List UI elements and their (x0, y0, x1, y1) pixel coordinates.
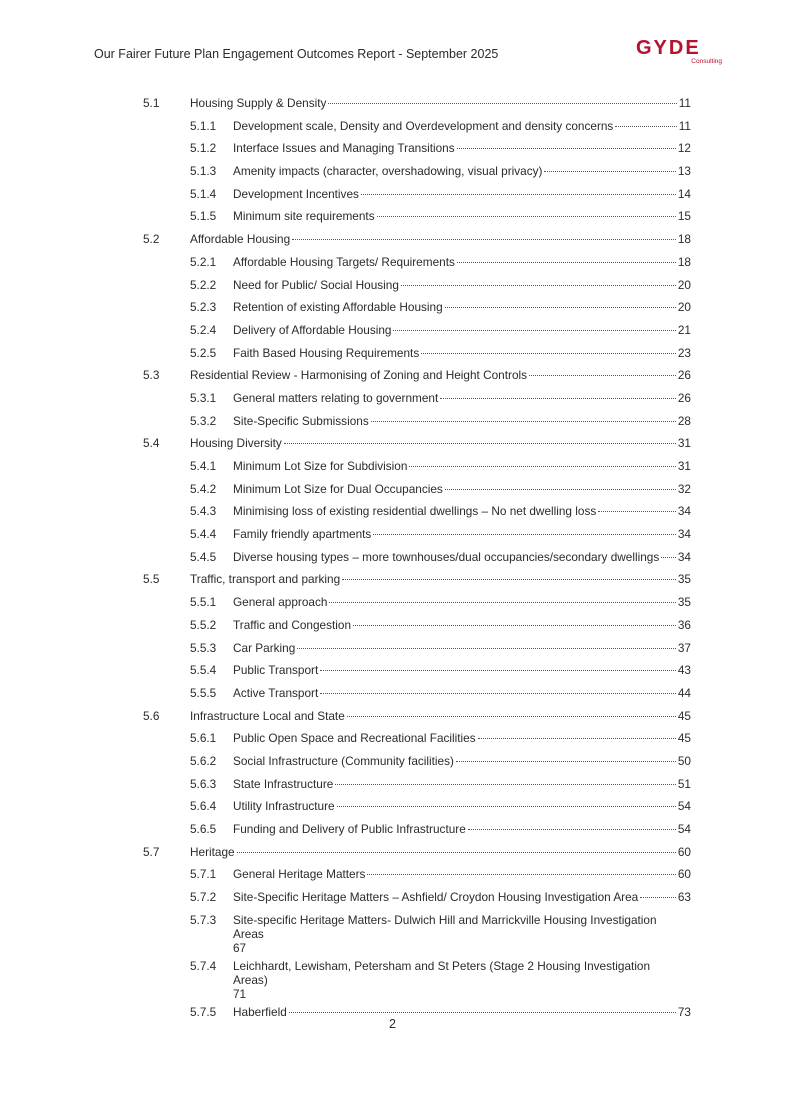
toc-entry[interactable] (143, 387, 691, 410)
toc-dot-leader (661, 557, 676, 558)
toc-entry-title: Public Transport (233, 663, 319, 678)
toc-entry-title: Minimum Lot Size for Dual Occupancies (233, 481, 443, 496)
toc-entry-number: 5.1 (143, 96, 160, 110)
toc-entry-page: 12 (677, 141, 691, 156)
toc-entry-title: Affordable Housing Targets/ Requirements (233, 254, 455, 269)
toc-entry-link[interactable] (233, 323, 691, 337)
toc-entry-number: 5.1.1 (190, 118, 217, 133)
toc-entry-title: Interface Issues and Managing Transitions (233, 141, 455, 156)
toc-entry-number: 5.5.2 (190, 617, 217, 632)
toc-entry-page: 73 (677, 1004, 691, 1019)
toc-dot-leader (367, 874, 675, 875)
toc-entry-link[interactable] (233, 913, 691, 955)
toc-dot-leader (320, 693, 676, 694)
toc-entry[interactable] (143, 614, 691, 637)
toc-entry-title: Utility Infrastructure (233, 799, 335, 814)
toc-entry[interactable] (143, 955, 691, 1001)
toc-entry-link[interactable] (233, 527, 691, 541)
toc-dot-leader (598, 511, 676, 512)
toc-entry-link[interactable] (233, 663, 691, 677)
toc-dot-leader (544, 171, 675, 172)
toc-entry-number: 5.6.1 (190, 731, 217, 746)
toc-entry-title: General approach (233, 595, 328, 610)
toc-entry-page: 31 (677, 459, 691, 473)
toc-entry-page: 50 (677, 753, 691, 768)
toc-dot-leader (292, 239, 676, 240)
toc-entry-page: 28 (677, 413, 691, 428)
toc-dot-leader (457, 262, 676, 263)
toc-dot-leader (337, 806, 676, 807)
toc-entry-page: 37 (677, 640, 691, 655)
toc-dot-leader (377, 216, 676, 217)
toc-entry[interactable] (143, 500, 691, 523)
toc-entry-page: 31 (677, 436, 691, 451)
toc-entry-page: 18 (677, 254, 691, 269)
toc-entry-page: 11 (678, 96, 691, 110)
toc-entry-number: 5.7.2 (190, 890, 217, 905)
toc-entry-number: 5.2.4 (190, 322, 217, 337)
toc-entry-number: 5.7 (143, 844, 160, 859)
toc-dot-leader (328, 103, 676, 104)
toc-dot-leader (468, 829, 676, 830)
logo-subtitle: Consulting (691, 58, 722, 65)
toc-entry-link[interactable] (233, 187, 691, 201)
toc-dot-leader (478, 738, 676, 739)
toc-entry-number: 5.1.4 (190, 186, 217, 201)
toc-entry-title: Minimising loss of existing residential dwellings – No net dwelling loss (233, 504, 597, 519)
toc-dot-leader (320, 670, 676, 671)
toc-entry[interactable] (143, 818, 691, 841)
toc-entry-page: 15 (677, 209, 691, 224)
toc-entry-number: 5.5 (143, 572, 160, 587)
toc-entry-number: 5.6.3 (190, 776, 217, 791)
toc-entry[interactable] (143, 296, 691, 319)
toc-entry-title: Site-Specific Submissions (233, 413, 369, 428)
toc-dot-leader (342, 579, 676, 580)
toc-entry-link[interactable] (233, 959, 691, 1001)
toc-entry-title: Amenity impacts (character, overshadowing, visual privacy) (233, 164, 543, 179)
toc-entry-link[interactable] (233, 777, 691, 791)
toc-entry-link[interactable] (233, 641, 691, 655)
toc-entry-title: State Infrastructure (233, 776, 334, 791)
toc-dot-leader (297, 648, 676, 649)
toc-entry-link[interactable] (233, 686, 691, 700)
toc-entry[interactable] (143, 251, 691, 274)
toc-entry-page: 67 (233, 940, 247, 955)
toc-entry-title: Need for Public/ Social Housing (233, 277, 399, 292)
toc-entry-number: 5.5.4 (190, 663, 217, 678)
toc-entry[interactable] (143, 659, 691, 682)
toc-entry-number: 5.4.4 (190, 527, 217, 542)
toc-entry-title: Traffic and Congestion (233, 617, 352, 632)
toc-entry[interactable] (143, 637, 691, 660)
toc-entry-page: 21 (677, 322, 691, 337)
toc-dot-leader (409, 466, 675, 467)
toc-entry-number: 5.7.1 (190, 867, 217, 882)
toc-dot-leader (615, 126, 676, 127)
toc-entry-page: 26 (677, 390, 691, 405)
toc-entry[interactable] (143, 568, 691, 591)
toc-entry-number: 5.6.5 (190, 822, 217, 836)
toc-entry[interactable] (143, 410, 691, 433)
toc-entry[interactable] (143, 546, 691, 569)
toc-dot-leader (457, 148, 676, 149)
toc-entry-number: 5.4.5 (190, 549, 217, 564)
toc-entry-page: 60 (677, 844, 691, 859)
toc-entry-title: Minimum Lot Size for Subdivision (233, 459, 408, 473)
toc-entry-title: Site-Specific Heritage Matters – Ashfield/ Croydon Housing Investigation Area (233, 890, 639, 905)
toc-entry[interactable] (143, 591, 691, 614)
toc-entry[interactable] (143, 727, 691, 750)
toc-entry-page: 34 (677, 504, 691, 519)
toc-entry-title: Social Infrastructure (Community facilities) (233, 753, 454, 768)
toc-entry-link[interactable] (233, 119, 691, 133)
toc-entry[interactable] (143, 523, 691, 546)
toc-entry-title: Public Open Space and Recreational Facilities (233, 731, 476, 746)
toc-entry-link[interactable] (233, 482, 691, 496)
toc-entry-number: 5.7.4 (190, 958, 217, 973)
toc-entry-link[interactable] (233, 459, 691, 473)
toc-entry-title: Infrastructure Local and State (190, 708, 345, 723)
toc-entry-number: 5.2.3 (190, 300, 217, 315)
toc-entry-page: 45 (677, 731, 691, 746)
toc-entry-number: 5.3 (143, 368, 160, 383)
toc-entry-link[interactable] (233, 799, 691, 813)
toc-entry-page: 20 (677, 300, 691, 315)
toc-entry[interactable] (143, 342, 691, 365)
toc-entry-page: 26 (677, 368, 691, 383)
toc-entry-page: 32 (677, 481, 691, 496)
toc-entry-number: 5.2.2 (190, 277, 217, 292)
toc-entry[interactable] (143, 137, 691, 160)
toc-entry-page: 20 (677, 277, 691, 292)
toc-entry-page: 35 (677, 572, 691, 587)
toc-entry-page: 36 (677, 617, 691, 632)
toc-entry-number: 5.5.3 (190, 640, 217, 655)
toc-entry-page: 34 (677, 549, 691, 564)
toc-entry-page: 14 (677, 186, 691, 201)
toc-entry[interactable] (143, 478, 691, 501)
toc-dot-leader (284, 443, 676, 444)
toc-entry-link[interactable] (233, 346, 691, 360)
toc-entry-link[interactable] (190, 572, 691, 586)
toc-entry-number: 5.1.3 (190, 164, 217, 179)
toc-entry-page: 34 (677, 527, 691, 542)
toc-dot-leader (640, 897, 676, 898)
toc-dot-leader (347, 716, 676, 717)
toc-entry-number: 5.5.1 (190, 595, 217, 610)
toc-entry-page: 60 (677, 867, 691, 882)
toc-entry[interactable] (143, 773, 691, 796)
toc-entry-page: 51 (677, 776, 691, 791)
toc-entry[interactable] (143, 432, 691, 455)
toc-entry[interactable] (143, 909, 691, 955)
toc-entry-number: 5.1.2 (190, 141, 217, 156)
toc-entry-title: Site-specific Heritage Matters- Dulwich Hill and Marrickville Housing Investigation Areas (233, 912, 657, 941)
toc-entry-title: Traffic, transport and parking (190, 572, 341, 587)
toc-entry-number: 5.7.5 (190, 1004, 217, 1019)
toc-entry-number: 5.6 (143, 708, 160, 723)
table-of-contents (143, 92, 691, 1023)
toc-entry-link[interactable] (233, 278, 691, 292)
toc-entry-link[interactable] (233, 550, 691, 564)
toc-entry[interactable] (143, 705, 691, 728)
toc-entry-title: Residential Review - Harmonising of Zoning and Height Controls (190, 368, 528, 383)
toc-entry-number: 5.1.5 (190, 209, 217, 224)
toc-entry-title: General matters relating to government (233, 390, 439, 405)
toc-entry-link[interactable] (233, 141, 691, 155)
toc-entry-page: 35 (677, 595, 691, 610)
toc-dot-leader (335, 784, 676, 785)
toc-entry-number: 5.4.1 (190, 459, 217, 473)
toc-entry-link[interactable] (233, 209, 691, 223)
toc-dot-leader (456, 761, 676, 762)
toc-entry-link[interactable] (233, 391, 691, 405)
toc-dot-leader (421, 353, 676, 354)
toc-dot-leader (373, 534, 676, 535)
toc-entry-number: 5.2.5 (190, 345, 217, 360)
toc-entry-number: 5.7.3 (190, 912, 217, 927)
toc-entry-page: 13 (677, 164, 691, 179)
page-number: 2 (389, 1017, 396, 1031)
toc-entry-title: Family friendly apartments (233, 527, 372, 542)
toc-entry-title: Development Incentives (233, 186, 359, 201)
toc-entry[interactable] (143, 160, 691, 183)
toc-entry-page: 71 (233, 986, 247, 1001)
toc-entry-title: Development scale, Density and Overdevelopment and density concerns (233, 118, 614, 133)
toc-entry[interactable] (143, 205, 691, 228)
toc-entry-number: 5.3.1 (190, 390, 217, 405)
gyde-logo (636, 37, 726, 69)
toc-entry-title: Active Transport (233, 685, 319, 700)
toc-entry-link[interactable] (190, 436, 691, 450)
toc-entry-title: Leichhardt, Lewisham, Petersham and St Peters (Stage 2 Housing Investigation Areas) (233, 958, 651, 987)
toc-entry-number: 5.6.2 (190, 753, 217, 768)
toc-entry-title: Housing Supply & Density (190, 96, 327, 110)
toc-entry[interactable] (143, 92, 691, 115)
toc-entry-title: Funding and Delivery of Public Infrastructure (233, 822, 466, 836)
toc-entry-page: 45 (677, 708, 691, 723)
toc-entry-number: 5.6.4 (190, 799, 217, 814)
toc-entry-number: 5.4 (143, 436, 160, 451)
toc-entry[interactable] (143, 228, 691, 251)
toc-entry-page: 63 (677, 890, 691, 905)
toc-entry-page: 18 (677, 232, 691, 247)
toc-entry-link[interactable] (190, 709, 691, 723)
toc-entry-title: Retention of existing Affordable Housing (233, 300, 443, 315)
toc-entry-link[interactable] (233, 300, 691, 314)
toc-entry[interactable] (143, 841, 691, 864)
toc-entry-page: 11 (678, 118, 691, 133)
toc-dot-leader (440, 398, 676, 399)
toc-entry-link[interactable] (233, 754, 691, 768)
toc-dot-leader (237, 852, 676, 853)
toc-entry[interactable] (143, 863, 691, 886)
toc-entry-page: 54 (677, 822, 691, 836)
toc-entry-title: Delivery of Affordable Housing (233, 322, 392, 337)
toc-entry-title: Faith Based Housing Requirements (233, 345, 420, 360)
toc-dot-leader (353, 625, 676, 626)
toc-entry-link[interactable] (233, 890, 691, 904)
toc-entry-link[interactable] (233, 867, 691, 881)
toc-entry-link[interactable] (190, 368, 691, 382)
toc-entry[interactable] (143, 183, 691, 206)
document-header-title: Our Fairer Future Plan Engagement Outcomes Report - September 2025 (94, 47, 499, 61)
toc-entry-link[interactable] (233, 414, 691, 428)
toc-entry-link[interactable] (233, 255, 691, 269)
toc-dot-leader (445, 307, 676, 308)
toc-entry[interactable] (143, 886, 691, 909)
toc-entry-link[interactable] (233, 595, 691, 609)
toc-entry-link[interactable] (233, 822, 691, 836)
toc-dot-leader (371, 421, 676, 422)
toc-entry-title: Housing Diversity (190, 436, 282, 451)
toc-entry[interactable] (143, 115, 691, 138)
toc-entry-number: 5.2 (143, 232, 160, 247)
toc-dot-leader (289, 1012, 676, 1013)
toc-entry[interactable] (143, 795, 691, 818)
toc-entry-page: 43 (677, 663, 691, 678)
toc-entry-title: Affordable Housing (190, 232, 291, 247)
toc-entry[interactable] (143, 750, 691, 773)
logo-wordmark: GYDE (636, 37, 701, 59)
toc-dot-leader (401, 285, 676, 286)
toc-entry-title: Diverse housing types – more townhouses/dual occupancies/secondary dwellings (233, 549, 660, 564)
toc-entry-number: 5.2.1 (190, 254, 217, 269)
toc-entry[interactable] (143, 364, 691, 387)
toc-entry-link[interactable] (233, 504, 691, 518)
toc-entry-title: Minimum site requirements (233, 209, 375, 224)
toc-entry-page: 44 (677, 685, 691, 700)
toc-entry-number: 5.5.5 (190, 685, 217, 700)
toc-entry-number: 5.4.3 (190, 504, 217, 519)
toc-dot-leader (329, 602, 675, 603)
toc-dot-leader (529, 375, 676, 376)
toc-entry-page: 54 (677, 799, 691, 814)
toc-entry[interactable] (143, 455, 691, 478)
toc-entry-title: Heritage (190, 844, 235, 859)
toc-entry-title: Haberfield (233, 1004, 287, 1019)
toc-entry-link[interactable] (190, 96, 691, 110)
toc-entry-link[interactable] (190, 845, 691, 859)
toc-entry-link[interactable] (233, 731, 691, 745)
toc-entry-number: 5.3.2 (190, 413, 217, 428)
toc-dot-leader (393, 330, 675, 331)
toc-entry[interactable] (143, 274, 691, 297)
toc-entry-title: General Heritage Matters (233, 867, 366, 882)
toc-entry-link[interactable] (233, 164, 691, 178)
toc-entry-link[interactable] (190, 232, 691, 246)
toc-entry-title: Car Parking (233, 640, 296, 655)
toc-entry[interactable] (143, 682, 691, 705)
toc-dot-leader (445, 489, 676, 490)
toc-entry-number: 5.4.2 (190, 481, 217, 496)
toc-entry-page: 23 (677, 345, 691, 360)
toc-entry[interactable] (143, 319, 691, 342)
toc-dot-leader (361, 194, 676, 195)
toc-entry-link[interactable] (233, 618, 691, 632)
